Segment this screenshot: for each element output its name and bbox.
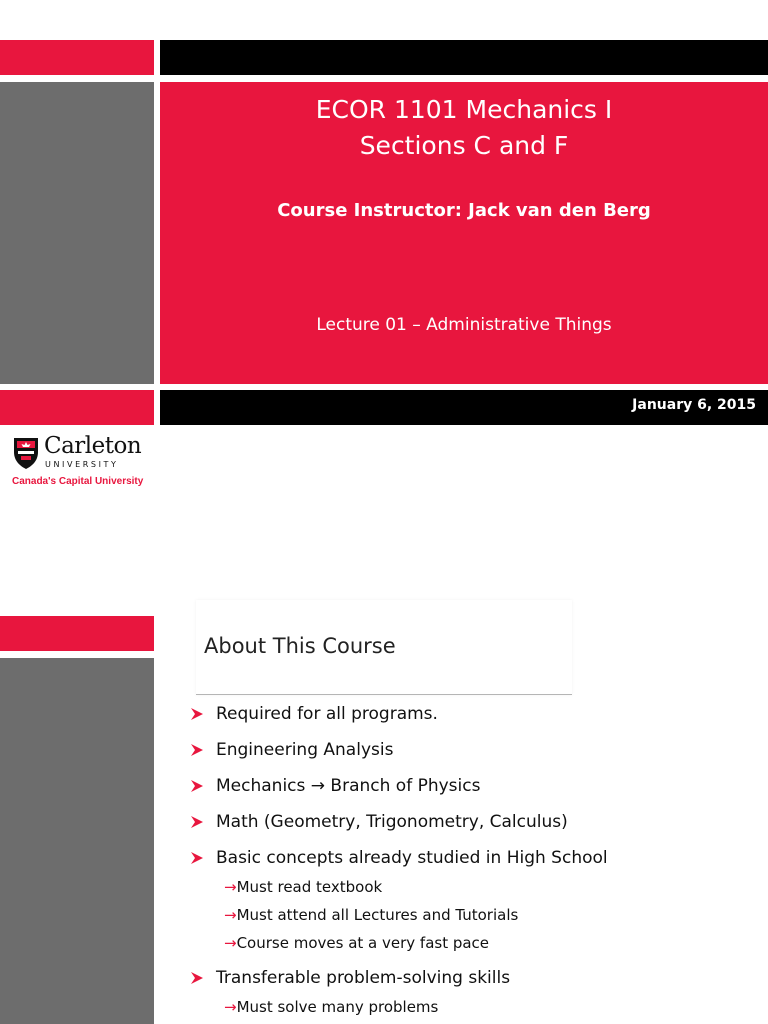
sub-bullet-text: Must read textbook <box>236 878 383 896</box>
red-arrowhead-icon <box>190 971 204 985</box>
logo-tagline: Canada's Capital University <box>12 476 144 487</box>
bullet-text: Engineering Analysis <box>216 740 394 760</box>
bullet-text: Transferable problem-solving skills <box>216 968 511 988</box>
course-title <box>160 93 768 127</box>
sub-bullet-text: Must attend all Lectures and Tutorials <box>236 906 519 924</box>
sub-bullet-text: Course moves at a very fast pace <box>236 934 490 952</box>
logo-name: Carleton <box>44 433 142 459</box>
left-grey-panel <box>0 82 154 384</box>
sub-bullet-item <box>190 932 768 966</box>
course-title-line1: ECOR 1101 Mechanics I <box>315 95 613 124</box>
red-arrowhead-icon <box>190 707 204 721</box>
arrow-right-icon: → <box>224 878 237 896</box>
sub-bullet-item <box>190 876 768 904</box>
sub-bullet-item <box>190 996 768 1024</box>
bullet-text: Required for all programs. <box>216 704 438 724</box>
instructor-line: Course Instructor: Jack van den Berg <box>277 200 651 221</box>
bullet-item <box>190 846 768 876</box>
slide2-red-tab <box>0 616 154 651</box>
arrow-right-icon: → <box>224 998 237 1016</box>
lecture-date: January 6, 2015 <box>632 397 756 413</box>
red-arrowhead-icon <box>190 779 204 793</box>
slide2-title-box <box>196 600 572 695</box>
top-black-bar <box>160 40 768 75</box>
arrow-right-icon: → <box>224 934 237 952</box>
arrow-right-icon: → <box>224 906 237 924</box>
slide2-grey-panel <box>0 658 154 1024</box>
lecture-line: Lecture 01 – Administrative Things <box>316 315 612 335</box>
bullet-text: Math (Geometry, Trigonometry, Calculus) <box>216 812 568 832</box>
bottom-red-tab <box>0 390 154 425</box>
bullet-item <box>190 774 768 810</box>
bullet-item <box>190 702 768 738</box>
crest-icon <box>12 436 40 470</box>
sub-bullet-item <box>190 904 768 932</box>
bullet-text: Basic concepts already studied in High School <box>216 848 608 868</box>
red-arrowhead-icon <box>190 851 204 865</box>
course-title-line2: Sections C and F <box>359 131 569 160</box>
red-arrowhead-icon <box>190 815 204 829</box>
title-panel <box>160 82 768 384</box>
slide2-title: About This Course <box>204 634 396 658</box>
red-arrowhead-icon <box>190 743 204 757</box>
course-sections <box>160 129 768 163</box>
sub-bullet-text: Must solve many problems <box>236 998 439 1016</box>
bullet-item <box>190 738 768 774</box>
bullet-list <box>190 702 768 1024</box>
bullet-item <box>190 966 768 996</box>
bullet-item <box>190 810 768 846</box>
bullet-text: Mechanics → Branch of Physics <box>216 776 481 796</box>
logo-university: UNIVERSITY <box>45 460 119 469</box>
top-red-tab <box>0 40 154 75</box>
